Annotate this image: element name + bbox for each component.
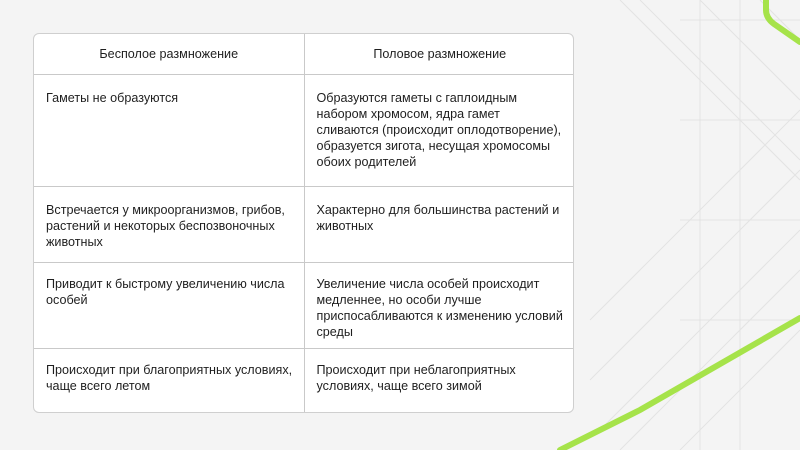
cell-asexual: Происходит при благоприятных условиях, чаще всего летом — [34, 348, 304, 412]
cell-asexual: Гаметы не образуются — [34, 74, 304, 186]
header-asexual: Бесполое размножение — [34, 34, 304, 74]
cell-asexual: Встречается у микроорганизмов, грибов, растений и некоторых беспозвоночных животных — [34, 186, 304, 262]
table-row — [34, 186, 574, 262]
table-row — [34, 348, 574, 412]
cell-sexual: Образуются гаметы с гаплоидным набором хромосом, ядра гамет сливаются (происходит оплодотворение), образуется зигота, несущая хромосомы обоих родителей — [304, 74, 574, 186]
accent-stripe-bottom — [560, 318, 800, 450]
header-sexual: Половое размножение — [304, 34, 574, 74]
cell-asexual: Приводит к быстрому увеличению числа особей — [34, 262, 304, 348]
accent-stripe-top — [766, 0, 800, 42]
cell-sexual: Увеличение числа особей происходит медленнее, но особи лучше приспосабливаются к изменению условий среды — [304, 262, 574, 348]
table-row — [34, 74, 574, 186]
table-row — [34, 262, 574, 348]
table-header-row — [34, 34, 574, 74]
comparison-table — [33, 33, 574, 413]
cell-sexual: Происходит при неблагоприятных условиях, чаще всего зимой — [304, 348, 574, 412]
cell-sexual: Характерно для большинства растений и животных — [304, 186, 574, 262]
